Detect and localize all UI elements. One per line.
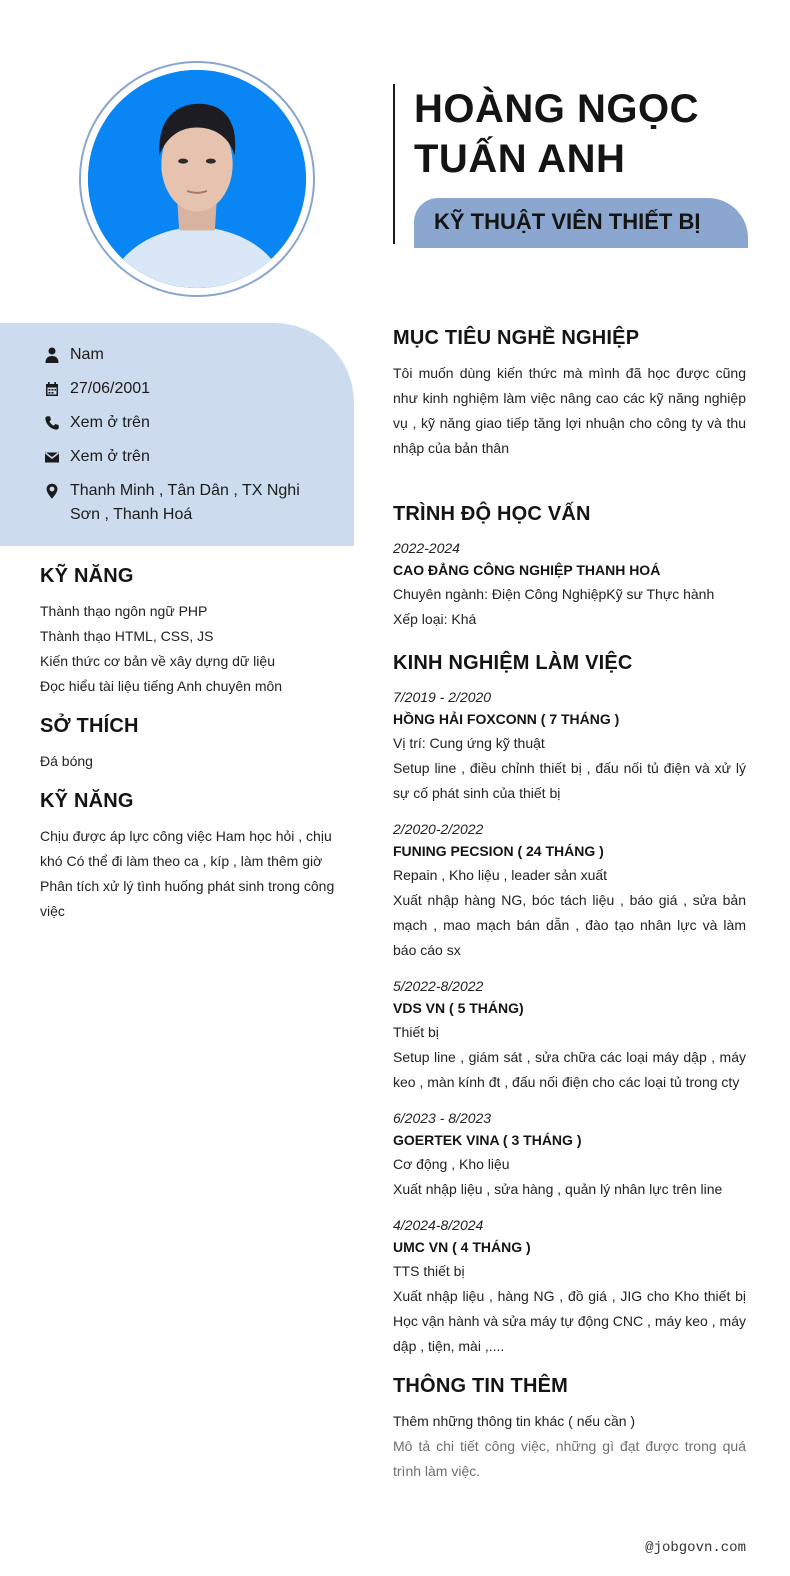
experience-role: Thiết bị	[393, 1024, 439, 1040]
phone-icon	[42, 411, 62, 435]
skill-item: Đọc hiểu tài liệu tiếng Anh chuyên môn	[40, 678, 283, 694]
hobbies-text: Đá bóng	[40, 753, 93, 769]
contact-birthday	[42, 377, 314, 401]
contact-phone	[42, 411, 314, 435]
full-name-line2: TUẤN ANH	[414, 137, 626, 181]
full-name-line1: HOÀNG NGỌC	[414, 87, 699, 131]
email-text: Xem ở trên	[70, 448, 150, 465]
experience-desc: Xuất nhập liệu , sửa hàng , quản lý nhân lực trên line	[393, 1181, 723, 1197]
education-grade: Xếp loại: Khá	[393, 611, 477, 627]
education-title: TRÌNH ĐỘ HỌC VẤN	[393, 503, 591, 525]
skills-list	[40, 599, 354, 699]
calendar-icon	[42, 377, 62, 401]
hobbies-title: SỞ THÍCH	[40, 715, 139, 737]
phone-text: Xem ở trên	[70, 414, 150, 431]
skills-section	[40, 563, 354, 699]
portrait-image	[88, 70, 306, 288]
experience-role: Repain , Kho liệu , leader sản xuất	[393, 867, 608, 883]
address-text: Thanh Minh , Tân Dân , TX Nghi Sơn , Thanh Hoá	[70, 482, 300, 523]
experience-section	[393, 650, 746, 1359]
footer-watermark: @jobgovn.com	[645, 1540, 746, 1556]
experience-item	[393, 686, 746, 806]
extra-line1: Thêm những thông tin khác ( nếu cần )	[393, 1413, 636, 1429]
skill-item: Kiến thức cơ bản về xây dựng dữ liệu	[40, 653, 275, 669]
profile-photo-frame	[79, 61, 315, 297]
education-section	[393, 501, 746, 632]
contact-panel	[0, 323, 354, 546]
experience-desc: Setup line , giám sát , sửa chữa các loại máy dập , máy keo , màn kính đt , đấu nối điện cho các loại tủ trong cty	[393, 1049, 746, 1090]
left-column	[40, 563, 354, 938]
skill-item: Thành thạo ngôn ngữ PHP	[40, 603, 208, 619]
objective-text: Tôi muốn dùng kiến thức mà mình đã học được cũng như kinh nghiệm làm việc nâng cao các kỹ năng nghiệp vụ , kỹ năng giao tiếp tăng lợi nhuận cho công ty và thu nhập của bản thân	[393, 365, 746, 456]
experience-period: 2/2020-2/2022	[393, 821, 484, 837]
skills-title: KỸ NĂNG	[40, 565, 134, 587]
experience-item	[393, 818, 746, 963]
hobbies-section	[40, 713, 354, 774]
person-icon	[42, 343, 62, 367]
education-major: Chuyên ngành: Điện Công NghiệpKỹ sư Thực hành	[393, 586, 715, 602]
experience-role: Cơ động , Kho liệu	[393, 1156, 510, 1172]
experience-company: GOERTEK VINA ( 3 THÁNG )	[393, 1132, 582, 1148]
experience-item	[393, 975, 746, 1095]
envelope-icon	[42, 445, 62, 469]
experience-role: TTS thiết bị	[393, 1263, 465, 1279]
experience-company: HỒNG HẢI FOXCONN ( 7 THÁNG )	[393, 711, 620, 727]
experience-period: 7/2019 - 2/2020	[393, 689, 492, 705]
job-title: KỸ THUẬT VIÊN THIẾT BỊ	[414, 198, 748, 248]
birthday-text: 27/06/2001	[70, 380, 151, 397]
objective-title: MỤC TIÊU NGHỀ NGHIỆP	[393, 327, 640, 349]
experience-item	[393, 1107, 746, 1202]
right-column	[393, 325, 746, 1484]
skills2-text: Chịu được áp lực công việc Ham học hỏi , chịu khó Có thể đi làm theo ca , kíp , làm thêm giờ Phân tích xử lý tình huống phát sinh trong công việc	[40, 828, 335, 919]
contact-gender	[42, 343, 314, 367]
experience-period: 6/2023 - 8/2023	[393, 1110, 492, 1126]
profile-photo	[88, 70, 306, 288]
experience-desc: Xuất nhập hàng NG, bóc tách liệu , báo giá , sửa bản mạch , mao mạch bán dẫn , đào tạo nhân lực và làm báo cáo sx	[393, 892, 746, 958]
extra-line2: Mô tả chi tiết công việc, những gì đạt được trong quá trình làm việc.	[393, 1438, 746, 1479]
location-pin-icon	[42, 479, 62, 503]
objective-section	[393, 325, 746, 461]
skills2-title: KỸ NĂNG	[40, 790, 134, 812]
experience-desc: Setup line , điều chỉnh thiết bị , đấu nối tủ điện và xử lý sự cố phát sinh của thiết bị	[393, 760, 746, 801]
extra-title: THÔNG TIN THÊM	[393, 1375, 569, 1397]
education-school: CAO ĐẲNG CÔNG NGHIỆP THANH HOÁ	[393, 562, 661, 578]
skill-item: Thành thạo HTML, CSS, JS	[40, 628, 214, 644]
experience-desc: Xuất nhập liệu , hàng NG , đồ giá , JIG cho Kho thiết bị Học vận hành và sửa máy tự động CNC , máy keo , máy dập , tiện, mài ,....	[393, 1288, 746, 1354]
gender-text: Nam	[70, 346, 104, 363]
experience-company: FUNING PECSION ( 24 THÁNG )	[393, 843, 604, 859]
contact-address	[42, 479, 314, 527]
experience-role: Vị trí: Cung ứng kỹ thuật	[393, 735, 545, 751]
experience-item	[393, 1214, 746, 1359]
skills2-section	[40, 788, 354, 924]
education-period: 2022-2024	[393, 540, 460, 556]
contact-email	[42, 445, 314, 469]
experience-company: VDS VN ( 5 THÁNG)	[393, 1000, 524, 1016]
experience-title: KINH NGHIỆM LÀM VIỆC	[393, 652, 633, 674]
experience-period: 4/2024-8/2024	[393, 1217, 484, 1233]
extra-section	[393, 1373, 746, 1484]
name-block	[393, 84, 746, 244]
experience-company: UMC VN ( 4 THÁNG )	[393, 1239, 531, 1255]
experience-period: 5/2022-8/2022	[393, 978, 484, 994]
full-name	[414, 84, 746, 184]
